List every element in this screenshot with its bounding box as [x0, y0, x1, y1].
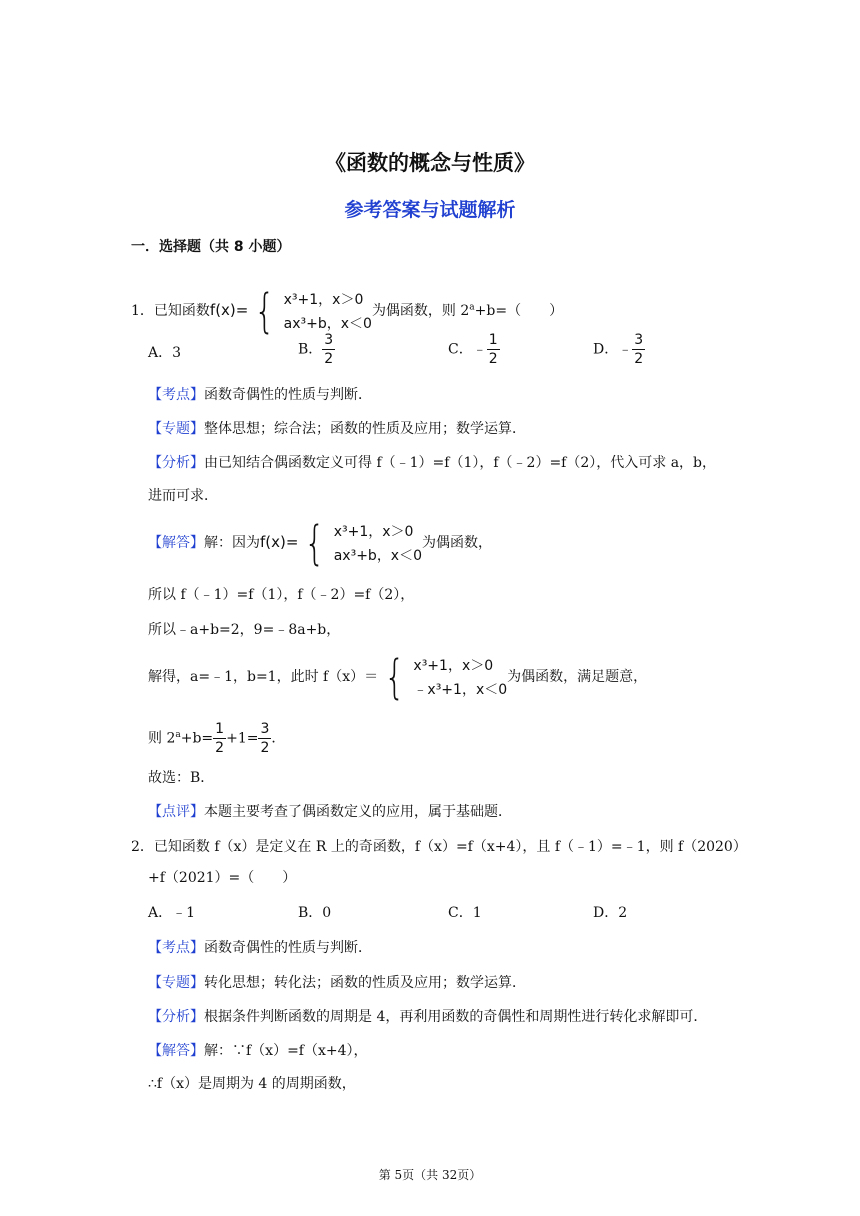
fraction: $\frac{1}{2}$ [488, 332, 498, 367]
question-1-stem: 1．已知函数f(x)= { x³+1，x＞0 ax³+b，x＜0 为偶函数，则 $2^a+b=$（ ） [131, 284, 564, 338]
q2-option-a: A．﹣1 [148, 905, 196, 921]
q2-fenxi: 【分析】根据条件判断函数的周期是 4，再利用函数的奇偶性和周期性进行转化求解即可． [148, 1009, 708, 1025]
q1-step-c: 解得，a=﹣1，b=1，此时 f（x）＝ { x³+1，x＞0 ﹣x³+1，x＜0 为偶函数，满足题意， [148, 650, 648, 704]
q2-jieda: 【解答】解：∵f（x）=f（x+4）， [148, 1043, 368, 1059]
q1-kaodian: 【考点】函数奇偶性的性质与判断． [148, 387, 372, 403]
q1-fenxi: 【分析】由已知结合偶函数定义可得 f（﹣1）=f（1），f（﹣2）=f（2），代入可求 a，b， [148, 455, 717, 471]
option-a: A．3 [148, 345, 182, 361]
question-2-stem-cont: +f（2021）=（ ） [148, 870, 297, 886]
document-title: 《函数的概念与性质》 [325, 151, 535, 175]
document-subtitle: 参考答案与试题解析 [344, 199, 516, 221]
q1-step-a: 所以 f（﹣1）=f（1），f（﹣2）=f（2）， [148, 587, 415, 603]
piecewise-function: { x³+1，x＞0 ﹣x³+1，x＜0 [384, 650, 508, 704]
q1-zhuanti: 【专题】整体思想；综合法；函数的性质及应用；数学运算． [148, 421, 526, 437]
fraction: $\frac{1}{2}$ [215, 721, 225, 756]
q2-option-b: B．0 [298, 905, 332, 921]
piecewise-function: { x³+1，x＞0 ax³+b，x＜0 [304, 516, 423, 570]
fraction: $\frac{3}{2}$ [634, 332, 644, 367]
q1-dianping: 【点评】本题主要考查了偶函数定义的应用，属于基础题． [148, 804, 512, 820]
q2-kaodian: 【考点】函数奇偶性的性质与判断． [148, 940, 372, 956]
q2-step-a: ∴f（x）是周期为 4 的周期函数， [148, 1076, 356, 1092]
fraction: $\frac{3}{2}$ [324, 332, 334, 367]
section-heading: 一．选择题（共 8 小题） [131, 239, 291, 255]
option-b: B． $\frac{3}{2}$ [298, 332, 334, 367]
option-d: D．﹣ $\frac{3}{2}$ [593, 332, 644, 367]
option-c: C．﹣ $\frac{1}{2}$ [448, 332, 498, 367]
q1-fenxi-cont: 进而可求． [148, 488, 218, 504]
q1-step-d: 则 $2^a+b=$ $\frac{1}{2}$ +1= $\frac{3}{2}$ ． [148, 721, 286, 756]
question-2-stem: 2．已知函数 f（x）是定义在 R 上的奇函数，f（x）=f（x+4），且 f（﹣1）=﹣1，则 f（2020） [131, 839, 747, 855]
page-footer: 第 5页（共 32页） [378, 1168, 482, 1182]
q1-choose: 故选：B． [148, 770, 215, 786]
q2-option-c: C．1 [448, 905, 482, 921]
q1-jieda: 【解答】解：因为f(x)= { x³+1，x＞0 ax³+b，x＜0 为偶函数， [148, 516, 493, 570]
fraction: $\frac{3}{2}$ [260, 721, 270, 756]
piecewise-function: { x³+1，x＞0 ax³+b，x＜0 [254, 284, 372, 338]
q2-zhuanti: 【专题】转化思想；转化法；函数的性质及应用；数学运算． [148, 975, 526, 991]
q1-step-b: 所以﹣a+b=2，9=﹣8a+b， [148, 622, 341, 638]
q2-option-d: D．2 [593, 905, 628, 921]
function-name: f(x)= [209, 301, 249, 319]
